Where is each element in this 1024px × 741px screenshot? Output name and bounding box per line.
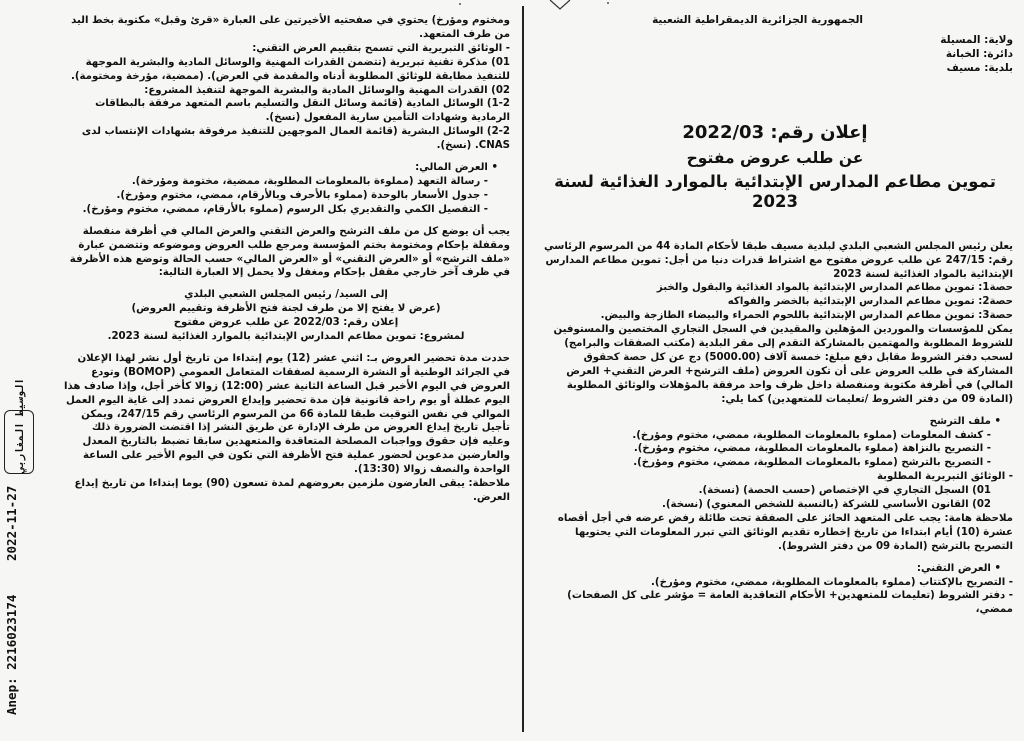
technical-item-1: - التصريح بالإكتتاب (مملوء بالمعلومات المطلوبة، ممضي، مختوم ومؤرخ). <box>651 576 1013 588</box>
publication-strip <box>4 378 34 735</box>
tech-doc-2: 02) القدرات المهنية والوسائل المادية والبشرية الموجهة لتنفيذ المشروع: <box>144 84 510 96</box>
candidacy-title-text: ملف الترشح <box>929 415 991 427</box>
deadline-paragraph: حددت مدة تحضير العروض بـ: اثني عشر (12) يوم إبتداءا من تاريخ أول نشر لهذا الإعلان في الجرائد الوطنية أو النشرة الرسمية لصفقات المتعامل العمومي (BOMOP) وتودع العروض في اليوم الأخير قبل الساعة الثانية عشر (12:00) زوالا كأخر أجل، وإذا صادف هذا اليوم عطلة أو يوم راحة قانونية فإن مدة تحضير وإيداع العروض تمدد إلى غاية اليوم العمل الموالي في نفس التوقيت طبقا للمادة 66 من المرسوم الرئاسي رقم 247/15، ويمكن تأجيل تاريخ إيداع العروض من طرف الإدارة عن طريق النشر إذا اقتضت الضرورة ذلك وعليه فإن حقوق وواجبات المصلحة المتعاقدة والمتعهدين سابقا تضبط بالتاريخ المعدل والعارضين مدعوين لحضور عملية فتح الأظرفة التي تكون في اليوم الأخير على الساعة الواحدة والنصف زوالا (13:30). <box>64 352 510 476</box>
address-line-1: إلى السيد/ رئيس المجلس الشعبي البلدي <box>184 289 388 301</box>
announcement-number: إعلان رقم: 2022/03 <box>682 121 868 143</box>
technical-title-text: العرض التقني: <box>916 562 991 574</box>
justifying-docs-title: - الوثائق التبريرية المطلوبة <box>877 471 1013 483</box>
validity-note: ملاحظة: يبقى العارضون ملزمين بعروضهم لمدة تسعون (90) يوما إبتداءا من تاريخ إيداع العرض. <box>74 478 510 503</box>
anep-reference: Anep: 2216023174 <box>4 594 19 716</box>
tech-doc-2-2: 2-2) الوسائل البشرية (قائمة العمال الموجهين للتنفيذ مرفوقة بشهادات الإنتساب لدى CNAS. (نسخ). <box>81 126 510 152</box>
lot-2: حصة2: تموين مطاعم المدارس الإبتدائية بالخضر والفواكه <box>727 296 1013 308</box>
wilaya-line: ولاية: المسيلة <box>940 34 1013 46</box>
continuation-text: ومختوم ومؤرخ) يحتوي في صفحتيه الأخيرتين على العبارة «قرئ وقبل» مكتوبة بخط اليد من طرف المتعهد. <box>71 15 510 40</box>
justifying-doc-2: 02) القانون الأساسي للشركة (بالنسبة للشخص المعنوي) (نسخة). <box>661 499 991 511</box>
intro-paragraph: يعلن رئيس المجلس الشعبي البلدي لبلدية مسيف طبقا لأحكام المادة 44 من المرسوم الرئاسي رقم: 247/15 عن طلب عروض مفتوح مع اشتراط قدرات دنيا من أجل: تموين مطاعم المدارس الإبتدائية بالمواد الغذائية لسنة 2023 <box>544 240 1013 280</box>
tender-subject: تموين مطاعم المدارس الإبتدائية بالموارد الغذائية لسنة 2023 <box>554 171 996 211</box>
financial-title-text: العرض المالي: <box>415 162 488 174</box>
left-column <box>62 14 510 505</box>
important-note: ملاحظة هامة: يجب على المتعهد الحائز على الصفقة تحت طائلة رفض عرضه في أجل أقصاه عشرة (10) أيام ابتداءا من تاريخ إخطاره تقديم الوثائق التي تبرر المعلومات التي يحتويها التصريح بالترشح (المادة 09 من دفتر الشروط). <box>557 512 1013 552</box>
candidacy-item-3: - التصريح بالترشح (مملوء بالمعلومات المطلوبة، ممضي، مختوم ومؤرخ). <box>633 457 991 469</box>
lot-1: حصة1: تموين مطاعم المدارس الإبتدائية بالمواد الغذائية والبقول والخبز <box>656 282 1013 294</box>
candidacy-title: • ملف الترشح <box>929 415 1001 427</box>
fold-mark <box>430 0 630 14</box>
tech-doc-2-1: 1-2) الوسائل المادية (قائمة وسائل النقل والتسليم باسم المتعهد مرفقة بالبطاقات الرمادية وشهادات التأمين سارية المفعول (نسخ). <box>95 98 510 124</box>
financial-item-1: - رسالة التعهد (مملوءة بالمعلومات المطلوبة، ممضية، مختومة ومؤرخة). <box>131 175 488 187</box>
address-line-4: لمشروع: تموين مطاعم المدارس الإبتدائية بالموارد الغذائية لسنة 2023. <box>107 331 465 343</box>
publication-date: 2022-11-27 <box>4 485 19 561</box>
right-column <box>537 14 1013 617</box>
financial-title: • العرض المالي: <box>415 162 498 174</box>
envelope-rules: يجب أن يوضع كل من ملف الترشح والعرض التقني والعرض المالي في أظرفة منفصلة ومقفلة بإحكام ومختومة بختم المؤسسة ومرجع طلب العروض وموضوعه وتتضمن عبارة «ملف الترشح» أو «العرض التقني» أو «العرض المالي» حسب الحالة وتوضع هذه الأظرفة في ظرف آخر خارجي مقفل بإحكام ومغفل ولا يحمل إلا العبارة التالية: <box>69 225 510 279</box>
commune-line: بلدية: مسيف <box>946 61 1013 74</box>
technical-title: • العرض التقني: <box>916 562 1001 574</box>
tech-doc-1: 01) مذكرة تقنية تبريرية (تتضمن القدرات المهنية والوسائل المادية والبشرية الموجهة للتنفيذ مطابقة للوثائق المطلوبة أدناه والمقدمة في العرض). (ممضية، مؤرخة ومختومة). <box>70 56 510 82</box>
eligibility-paragraph: يمكن للمؤسسات والموردين المؤهلين والمقيدين في السجل التجاري المختصين والمستوفين للشروط المطلوبة والمهتمين بالمشاركة التقدم إلى مقر البلدية (مكتب الصفقات والبرامج) لسحب دفتر الشروط مقابل دفع مبلغ: خمسة آلاف (5000.00) دج عن كل حصة كحقوق المشاركة في طلب العروض على أن تكون العروض (ملف الترشح+ العرض التقني+ العرض المالي) في أظرفة مكتوبة ومنفصلة داخل ظرف واحد مرفقة بالمؤهلات والوثائق المطلوبة (المادة 09 من دفتر الشروط /تعليمات للمتعهدين) كما يلي: <box>553 324 1013 405</box>
tender-type: عن طلب عروض مفتوح <box>686 148 864 167</box>
column-divider <box>522 6 524 732</box>
financial-item-3: - التفصيل الكمي والتقديري بكل الرسوم (مملوء بالأرقام، ممضي، مختوم ومؤرخ). <box>82 203 488 215</box>
administration-block <box>537 34 1013 76</box>
financial-item-2: - جدول الأسعار بالوحدة (مملوء بالأحرف وبالأرقام، ممضي، مختوم ومؤرخ). <box>116 189 488 201</box>
candidacy-item-1: - كشف المعلومات (مملوء بالمعلومات المطلوبة، ممضي، مختوم ومؤرخ). <box>632 429 991 441</box>
address-line-2: (عرض لا يفتح إلا من طرف لجنة فتح الأظرفة وتقييم العروض) <box>131 303 441 315</box>
justifying-doc-1: 01) السجل التجاري في الإختصاص (حسب الحصة) (نسخة). <box>698 485 991 497</box>
candidacy-item-2: - التصريح بالنزاهة (مملوء بالمعلومات المطلوبة، ممضي، مختوم ومؤرخ). <box>633 443 991 455</box>
tech-docs-title: - الوثائق التبريرية التي تسمح بتقييم العرض التقني: <box>252 42 510 54</box>
lot-3: حصة3: تموين مطاعم المدارس الإبتدائية باللحوم الحمراء والبيضاء الطازجة والبيض. <box>600 310 1013 322</box>
republic-header: الجمهورية الجزائرية الديمقراطية الشعبية <box>652 14 863 26</box>
address-line-3: إعلان رقم: 2022/03 عن طلب عروض مفتوح <box>173 317 399 329</box>
technical-item-2: - دفتر الشروط (تعليمات للمتعهدين+ الأحكام التعاقدية العامة = مؤشر على كل الصفحات) ممضي، <box>567 590 1013 616</box>
daira-line: دائرة: الخبانة <box>945 47 1013 60</box>
publication-name: الوسيط المغاربي <box>4 410 34 474</box>
